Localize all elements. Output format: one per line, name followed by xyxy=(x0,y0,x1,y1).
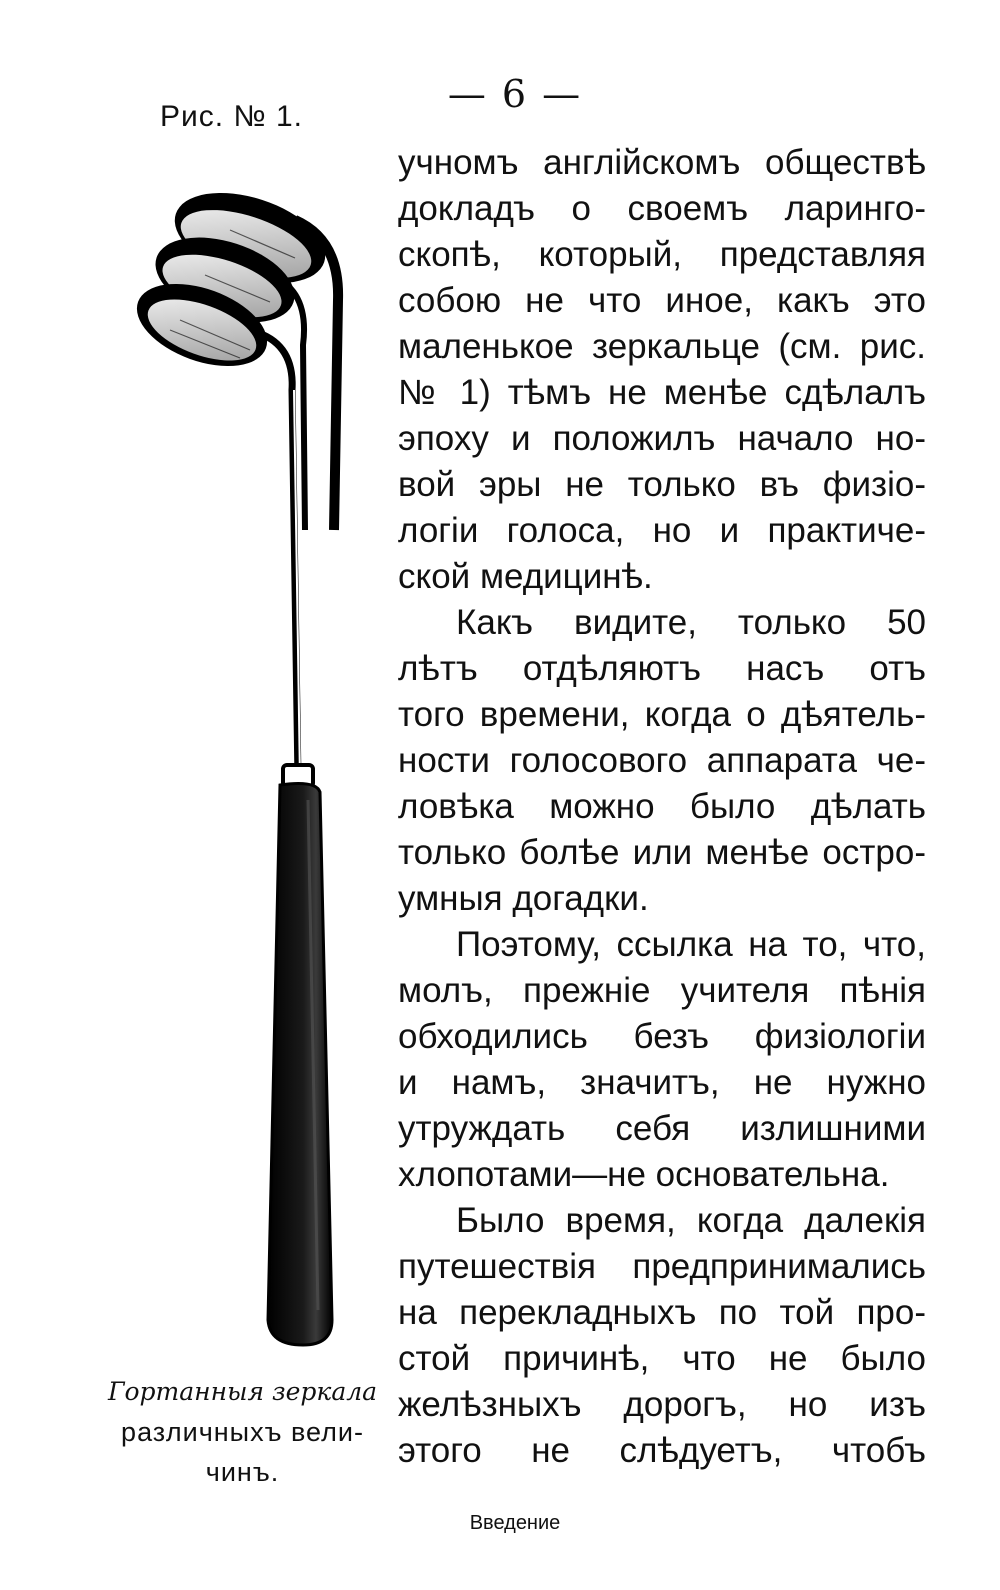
text-line: путешествія предпринимались xyxy=(398,1247,926,1286)
text-line: обходились безъ физіологіи xyxy=(398,1017,926,1056)
text-line: того времени, когда о дѣятель- xyxy=(398,695,926,734)
text-line: на перекладныхъ по той про- xyxy=(398,1293,926,1332)
text-line: № 1) тѣмъ не менѣе сдѣлалъ xyxy=(398,373,926,412)
text-line: учномъ англійскомъ обществѣ xyxy=(398,143,926,182)
caption-line: различныхъ вели- xyxy=(121,1417,364,1447)
text-line: стой причинѣ, что не было xyxy=(398,1339,926,1378)
text-line: утруждать себя излишними xyxy=(398,1109,926,1148)
text-line: эпоху и положилъ начало но- xyxy=(398,419,926,458)
footer-section-title: Введение xyxy=(469,1512,561,1534)
body-text xyxy=(398,140,926,1474)
text-line: Было время, когда далекія xyxy=(456,1201,926,1240)
text-line: только болѣе или менѣе остро- xyxy=(398,833,926,872)
text-line: хлопотами—не основательна. xyxy=(398,1155,890,1194)
figure-label: Рис. № 1. xyxy=(160,100,303,133)
caption-line: чинъ. xyxy=(205,1457,280,1487)
text-line: этого не слѣдуетъ, чтобъ xyxy=(398,1431,926,1470)
laryngeal-mirror-illustration xyxy=(120,180,360,1355)
text-line: Какъ видите, только 50 xyxy=(456,603,926,642)
text-line: желѣзныхъ дорогъ, но изъ xyxy=(398,1385,926,1424)
text-line: ской медицинѣ. xyxy=(398,557,653,596)
text-line: Поэтому, ссылка на то, что, xyxy=(456,925,926,964)
text-line: вой эры не только въ физіо- xyxy=(398,465,926,504)
text-line: скопѣ, который, представляя xyxy=(398,235,926,274)
text-line: маленькое зеркальце (см. рис. xyxy=(398,327,926,366)
text-line: ности голосового аппарата че- xyxy=(398,741,926,780)
text-line: умныя догадки. xyxy=(398,879,649,918)
text-line: молъ, прежніе учителя пѣнія xyxy=(398,971,926,1010)
text-line: собою не что иное, какъ это xyxy=(398,281,926,320)
text-line: логіи голоса, но и практиче- xyxy=(398,511,926,550)
figure-caption xyxy=(100,1372,385,1492)
caption-line: Гортанныя зеркала xyxy=(107,1377,378,1406)
text-line: докладъ о своемъ ларинго- xyxy=(398,189,926,228)
text-line: лѣтъ отдѣляютъ насъ отъ xyxy=(398,649,926,688)
text-line: ловѣка можно было дѣлать xyxy=(398,787,926,826)
page-number: — 6 — xyxy=(447,72,583,116)
text-line: и намъ, значитъ, не нужно xyxy=(398,1063,926,1102)
